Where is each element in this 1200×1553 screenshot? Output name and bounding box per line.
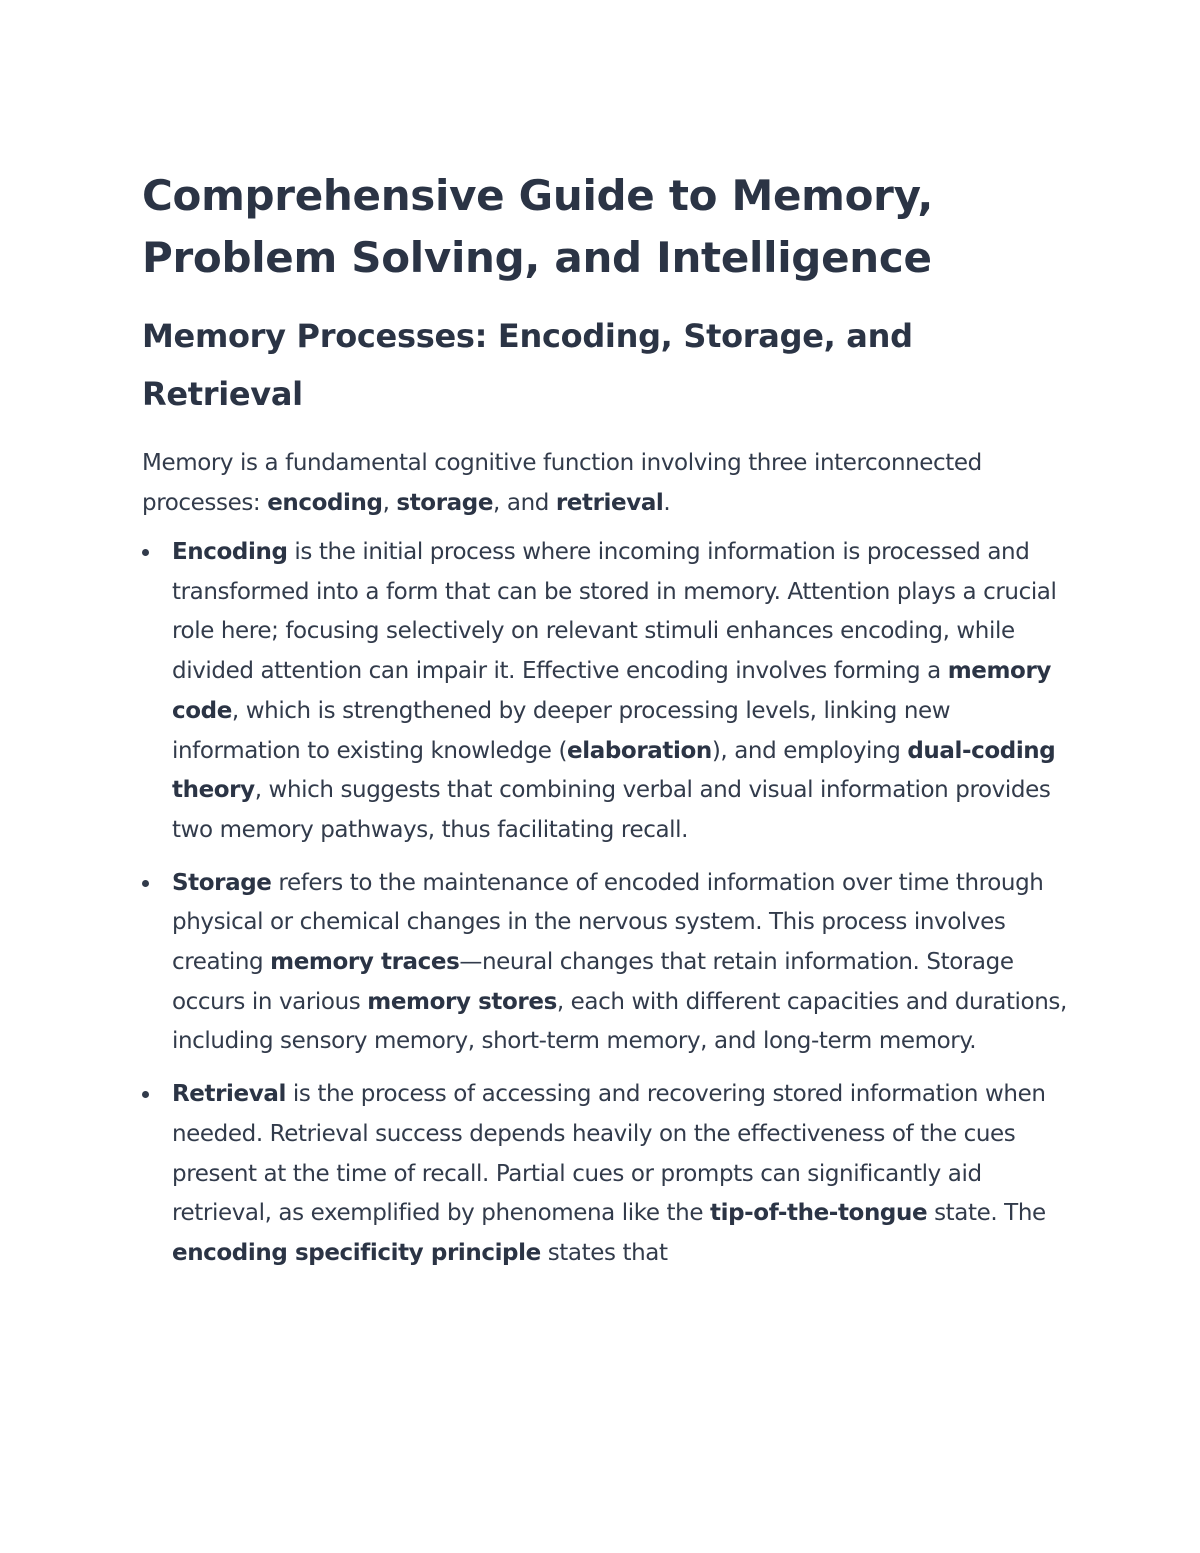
term: tip-of-the-tongue — [710, 1200, 928, 1227]
term: memory stores — [367, 988, 557, 1015]
term: Retrieval — [172, 1081, 286, 1108]
term: memory traces — [270, 949, 460, 976]
term: memory code — [172, 658, 1051, 724]
term: Storage — [172, 869, 272, 896]
section-heading: Memory Processes: Encoding, Storage, and Retrieval — [142, 317, 913, 413]
bullet-icon — [142, 549, 149, 556]
term: dual-coding theory — [172, 737, 1056, 804]
list-item-retrieval — [142, 1075, 1072, 1274]
item-text: , which suggests that combining verbal and visual information provides two memory pathways, thus facilitating recall. — [172, 777, 1051, 843]
intro-text: . — [663, 490, 671, 516]
item-text: , each with different capacities and durations, including sensory memory, short-term memory, and long-term memory. — [172, 988, 1067, 1055]
list-item-encoding — [142, 533, 1072, 851]
item-text: , which is strengthened by deeper processing levels, linking new information to existing knowledge ( — [172, 697, 951, 764]
term-storage: storage — [396, 490, 494, 516]
item-text: state. The — [927, 1200, 1046, 1227]
intro-text: , — [382, 490, 397, 516]
process-list — [142, 533, 1072, 1274]
document-page — [142, 165, 1072, 1287]
item-text: —neural changes that retain information. Storage occurs in various — [172, 949, 1014, 1015]
term: encoding specificity principle — [172, 1239, 541, 1266]
item-text: is the process of accessing and recovering stored information when needed. Retrieval success depends heavily on the effectiveness of the cues present at the time of recall. Partial cues or prompts can significantly aid retrieval, as exemplified by phenomena like the — [172, 1081, 1046, 1227]
term-retrieval: retrieval — [555, 490, 664, 516]
bullet-icon — [142, 880, 149, 887]
item-text: refers to the maintenance of encoded information over time through physical or chemical changes in the nervous system. This process involves creating — [172, 869, 1044, 976]
intro-paragraph — [142, 443, 1072, 523]
intro-text: , and — [493, 490, 556, 516]
bullet-icon — [142, 1091, 149, 1098]
item-text: is the initial process where incoming information is processed and transformed into a form that can be stored in memory. Attention plays a crucial role here; focusing selectively on relevant stimuli enhances encoding, while divided attention can impair it. Effective encoding involves forming a — [172, 539, 1057, 685]
list-item-storage — [142, 864, 1072, 1063]
item-text: states that — [540, 1239, 668, 1266]
intro-text: Memory is a fundamental cognitive function involving three interconnected processes: — [142, 450, 982, 516]
term: Encoding — [172, 539, 288, 565]
term-encoding: encoding — [267, 490, 383, 516]
document-title: Comprehensive Guide to Memory, Problem Solving, and Intelligence — [142, 171, 934, 282]
term: elaboration — [567, 737, 712, 764]
item-text: ), and employing — [711, 737, 908, 764]
